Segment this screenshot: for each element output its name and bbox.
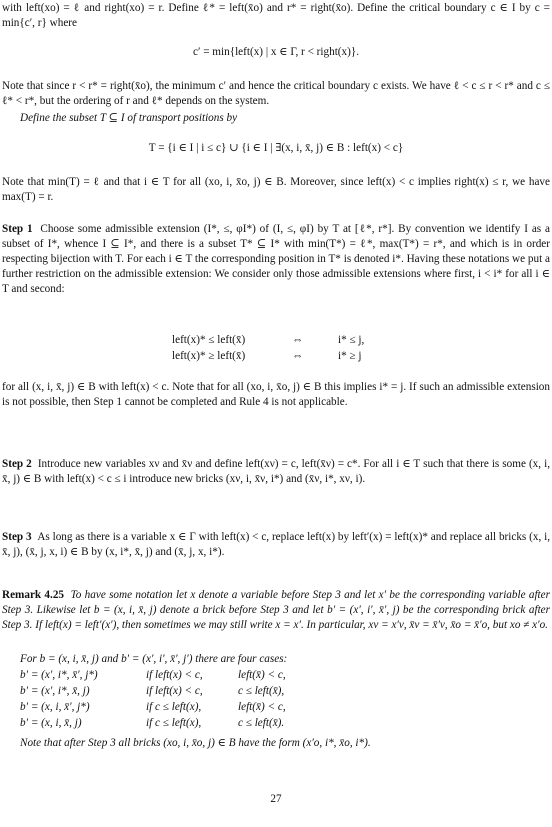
step-3-paragraph <box>2 530 550 560</box>
case-2-lhs: b′ = (x′, i*, x̄, j) <box>20 685 90 697</box>
case-2-cond-2: c ≤ left(x̄), <box>238 685 285 697</box>
remark-label: Remark 4.25 <box>2 589 65 601</box>
case-3-cond-2: left(x̄) < c, <box>238 701 286 713</box>
step-1-label: Step 1 <box>2 223 33 235</box>
equivalence-row-2-mid: ⇔ <box>292 350 304 362</box>
step-2-paragraph <box>2 457 550 487</box>
case-4-lhs: b′ = (x, i, x̄, j) <box>20 717 82 729</box>
remark-paragraph <box>2 588 550 633</box>
equivalence-row-2-left: left(x)* ≥ left(x̄) <box>172 350 246 362</box>
equivalence-row-2-right: i* ≥ j <box>338 350 362 362</box>
remark-text: To have some notation let x denote a variable before Step 3 and let x′ be the corresponding variable after Step 3. Likewise let b = (x, i, x̄, j) denote a brick before Step 3 and let b′ = (x′, i′, x̄′, j) be the corresponding brick after Step 3. If left(x) = left′(x′), then sometimes we may still write x = x′. In particular, xν = x′ν, x̄ν = x̄′ν, x̄o = x̄′o, but xo ≠ x′o. <box>2 589 550 632</box>
paragraph-critical-boundary: Note that since r < r* = right(x̄o), the minimum c′ and hence the critical boundary c exists. We have ℓ < c ≤ r < r* and c ≤ ℓ* < r*, but the ordering of r and ℓ* depends on the system. <box>2 80 550 108</box>
paragraph-step-1-conditions: for all (x, i, x̄, j) ∈ B with left(x) < c. Note that for all (xo, i, x̄o, j) ∈ B this implies i* = j. If such an admissible extension is not possible, then Step 1 cannot be completed and Rule 4 is not applicable. <box>2 381 550 409</box>
step-2-text: Introduce new variables xν and x̄ν and define left(xν) = c, left(x̄ν) = c*. For all i ∈ T such that there is some (x, i, x̄, j) ∈ B with left(x) < c ≤ i introduce new bricks (xν, i, x̄ν, i*) and (x̄ν, i*, xν, i). <box>2 458 550 486</box>
step-3-text: As long as there is a variable x ∈ Γ with left(x) < c, replace left(x) by left′(x) = left(x)* and replace all bricks (x, i, x̄, j), (x̄, j, x, i) ∈ B by (x, i*, x̄, j) and (x̄, j, x, i*). <box>2 531 551 559</box>
case-1-cond-2: left(x̄) < c, <box>238 669 286 681</box>
case-3-lhs: b′ = (x, i, x̄′, j*) <box>20 701 90 713</box>
cases-intro: For b = (x, i, x̄, j) and b′ = (x′, i′, x̄′, j′) there are four cases: <box>20 653 288 665</box>
paragraph-min-max: Note that min(T) = ℓ and that i ∈ T for all (xo, i, x̄o, j) ∈ B. Moreover, since left(x) < c implies right(x) ≤ r, we have max(T) = r. <box>2 176 550 204</box>
case-1-cond-1: if left(x) < c, <box>146 669 203 681</box>
equation-transport-set: T = {i ∈ I | i ≤ c} ∪ {i ∈ I | ∃(x, i, x̄, j) ∈ B : left(x) < c} <box>148 142 404 154</box>
case-1-lhs: b′ = (x′, i*, x̄′, j*) <box>20 669 98 681</box>
case-4-cond-2: c ≤ left(x̄). <box>238 717 285 729</box>
case-3-cond-1: if c ≤ left(x), <box>146 701 202 713</box>
paragraph-intro: with left(xo) = ℓ and right(xo) = r. Define ℓ* = left(x̄o) and r* = right(x̄o). Define the critical boundary c ∈ I by c = min{c′, r} where <box>2 2 550 30</box>
remark-closing: Note that after Step 3 all bricks (xo, i, x̄o, j) ∈ B have the form (x′o, i*, x̄o, i*). <box>20 737 371 749</box>
step-1-paragraph <box>2 222 550 297</box>
case-4-cond-1: if c ≤ left(x), <box>146 717 202 729</box>
equivalence-row-1-mid: ⇔ <box>292 334 304 346</box>
paragraph-transport-definition: Define the subset T ⊆ I of transport positions by <box>20 112 238 124</box>
step-2-label: Step 2 <box>2 458 32 470</box>
equation-critical-min: c′ = min{left(x) | x ∈ Γ, r < right(x)}. <box>192 46 360 58</box>
step-1-text: Choose some admissible extension (I*, ≤, φI*) of (I, ≤, φI) by T at [ℓ*, r*]. By convention we identify I as a subset of I*, whence I ⊆ I*, and there is a subset T* ⊆ I* with min(T*) = ℓ*, max(T*) = r*, and which is in order respecting bijection with T. For each i ∈ T the corresponding position in T* is denoted i*. Having these notations we put a further restriction on the admissible extension: We consider only those admissible extensions where first, i < i* for all i ∈ T and second: <box>2 223 550 296</box>
equivalence-row-1-right: i* ≤ j, <box>338 334 365 346</box>
page-number: 27 <box>270 793 282 805</box>
equivalence-row-1-left: left(x)* ≤ left(x̄) <box>172 334 246 346</box>
case-2-cond-1: if left(x) < c, <box>146 685 203 697</box>
step-3-label: Step 3 <box>2 531 32 543</box>
